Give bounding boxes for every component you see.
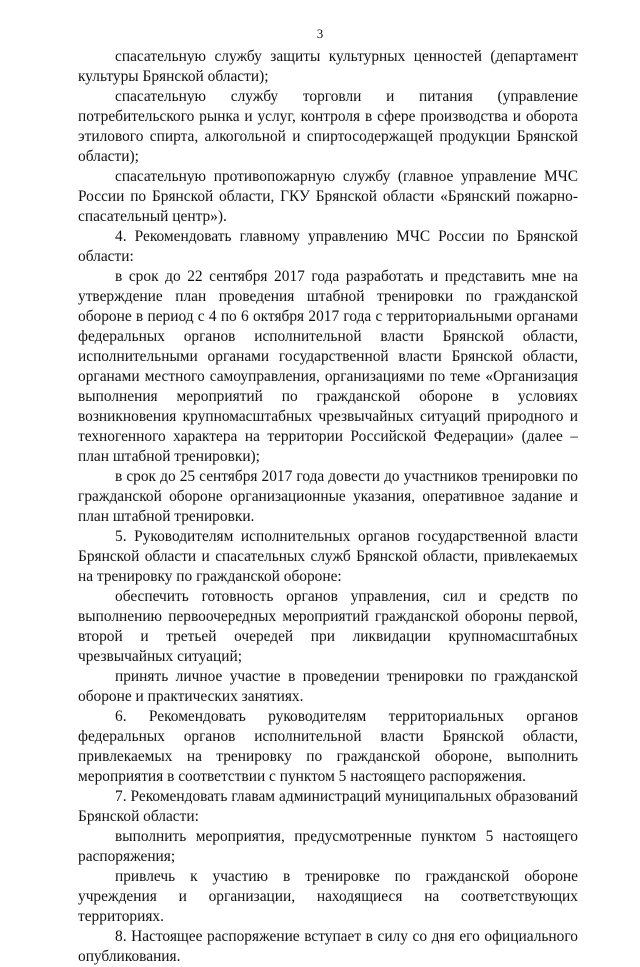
paragraph: выполнить мероприятия, предусмотренные пунктом 5 настоящего распоряжения; <box>78 828 578 865</box>
paragraph: 7. Рекомендовать главам администраций муниципальных образований Брянской области: <box>78 788 578 825</box>
paragraph: спасательную службу защиты культурных ценностей (департамент культуры Брянской области); <box>78 48 578 85</box>
page-number: 3 <box>316 26 324 41</box>
paragraph: обеспечить готовность органов управления, сил и средств по выполнению первоочередных мероприятий гражданской обороны первой, второй и третьей очередей при ликвидации крупномасштабных чрезвычайных ситуаций; <box>78 588 578 665</box>
paragraph: 8. Настоящее распоряжение вступает в силу со дня его официального опубликования. <box>78 928 578 965</box>
paragraph: 5. Руководителям исполнительных органов государственной власти Брянской области и спасательных служб Брянской области, привлекаемых на тренировку по гражданской обороне: <box>78 528 578 585</box>
paragraph: в срок до 22 сентября 2017 года разработать и представить мне на утверждение план проведения штабной тренировки по гражданской обороне в период с 4 по 6 октября 2017 года с территориальными органами федеральных органов исполнительной власти Брянской области, исполнительными органами государственной власти Брянской области, органами местного самоуправления, организациями по теме «Организация выполнения мероприятий по гражданской обороне в условиях возникновения крупномасштабных чрезвычайных ситуаций природного и техногенного характера на территории Российской Федерации» (далее – план штабной тренировки); <box>78 268 578 465</box>
paragraph: принять личное участие в проведении тренировки по гражданской обороне и практических занятиях. <box>78 668 578 705</box>
paragraph: 6. Рекомендовать руководителям территориальных органов федеральных органов исполнительной власти Брянской области, привлекаемых на тренировку по гражданской обороне, выполнить мероприятия в соответствии с пунктом 5 настоящего распоряжения. <box>78 708 578 785</box>
paragraph: привлечь к участию в тренировке по гражданской обороне учреждения и организации, находящиеся на соответствующих территориях. <box>78 868 578 925</box>
paragraph: в срок до 25 сентября 2017 года довести до участников тренировки по гражданской обороне организационные указания, оперативное задание и план штабной тренировки. <box>78 468 578 525</box>
paragraph: спасательную противопожарную службу (главное управление МЧС России по Брянской области, ГКУ Брянской области «Брянский пожарно-спасательный центр»). <box>78 168 578 225</box>
paragraph: 4. Рекомендовать главному управлению МЧС России по Брянской области: <box>78 228 578 265</box>
paragraph: спасательную службу торговли и питания (управление потребительского рынка и услуг, контроля в сфере производства и оборота этилового спирта, алкогольной и спиртосодержащей продукции Брянской области); <box>78 88 578 165</box>
document-body <box>78 47 578 967</box>
